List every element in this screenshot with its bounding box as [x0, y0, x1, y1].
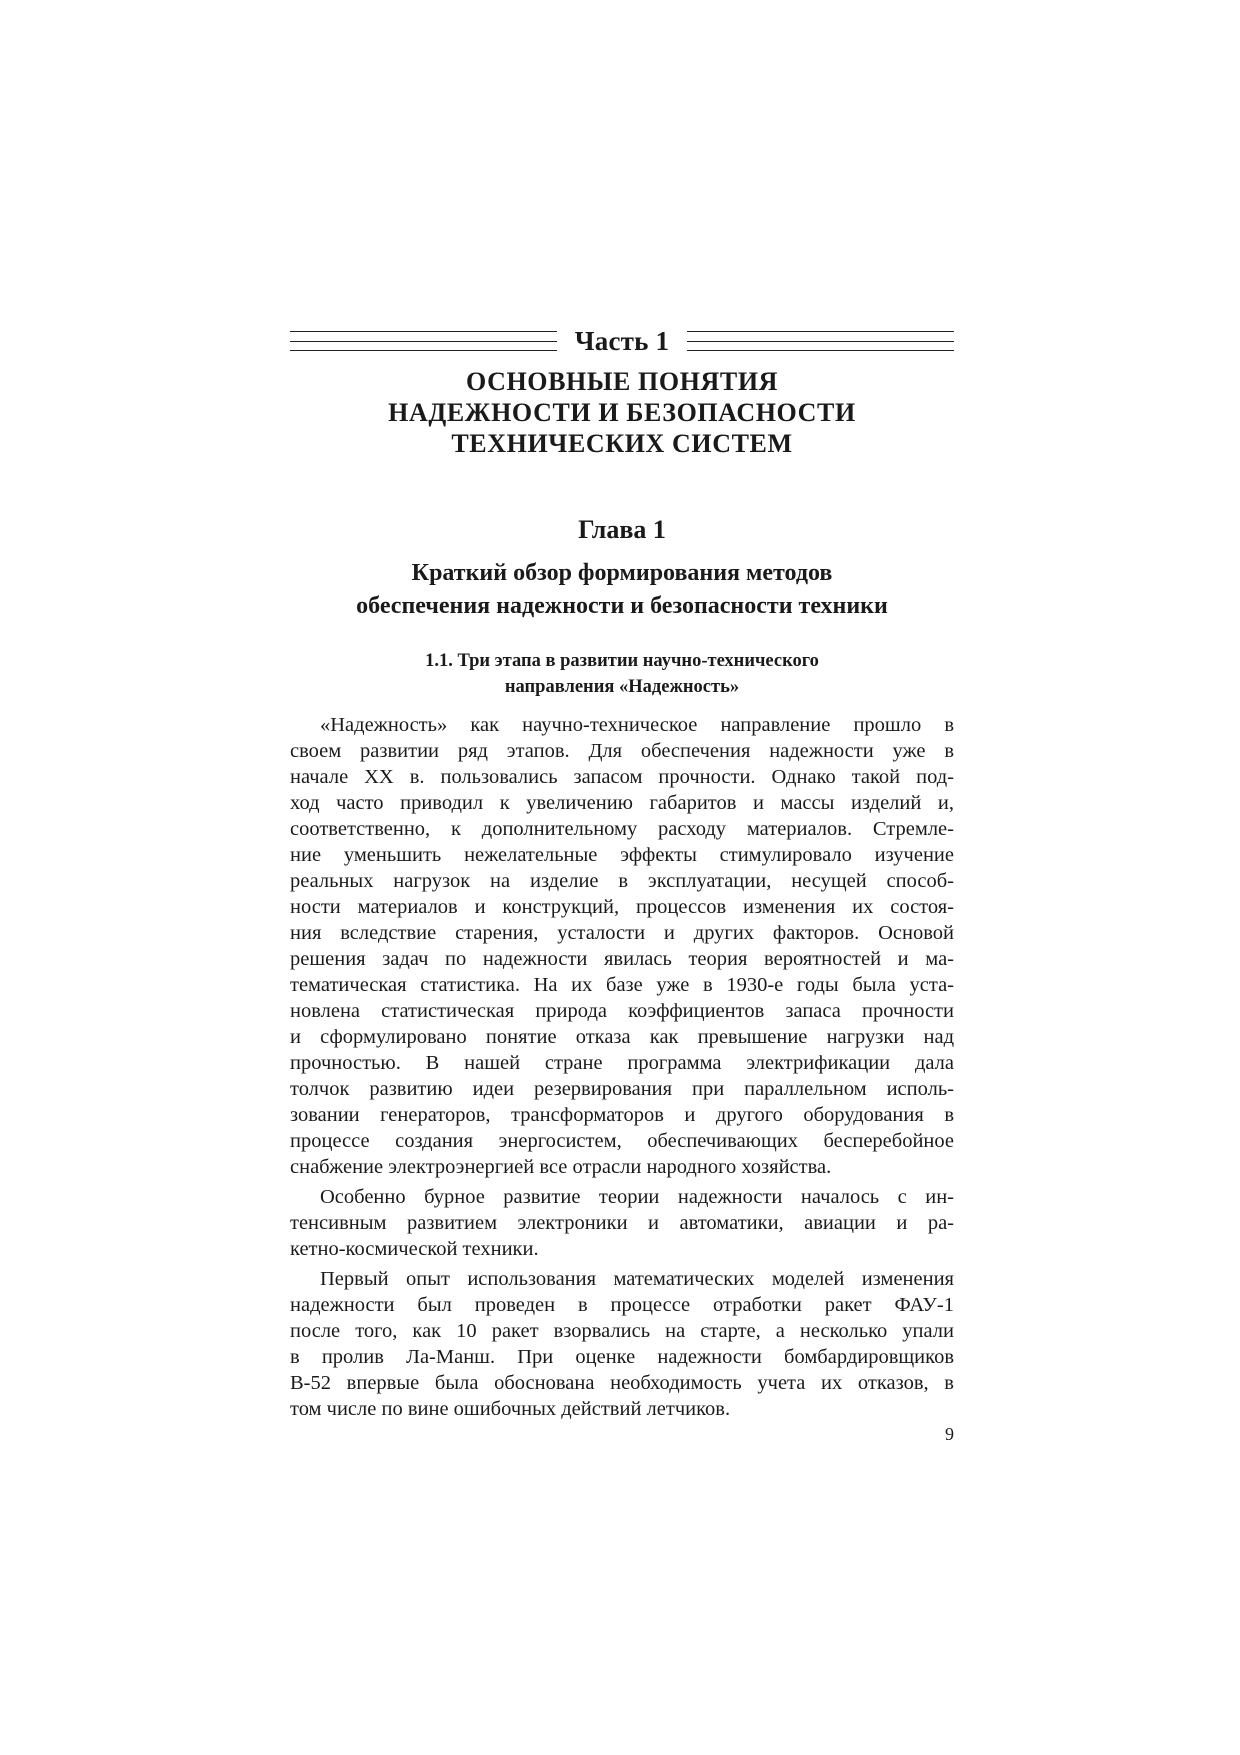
chapter-label: Глава 1: [578, 515, 666, 544]
paragraph-line: зовании генераторов, трансформаторов и другого оборудования в: [290, 1104, 954, 1126]
paragraph-line: в пролив Ла-Манш. При оценке надежности бомбардировщиков: [290, 1346, 954, 1368]
paragraph-line: прочностью. В нашей стране программа электрификации дала: [290, 1052, 954, 1074]
body-text: [290, 712, 954, 1422]
paragraph-line: тематическая статистика. На их базе уже в 1930-е годы была уста-: [290, 974, 954, 996]
section-title: [290, 648, 954, 700]
paragraph: [290, 1266, 954, 1422]
paragraph-line: решения задач по надежности явилась теория вероятностей и ма-: [290, 948, 954, 970]
paragraph-line: толчок развитию идеи резервирования при параллельном исполь-: [290, 1078, 954, 1100]
paragraph-line: ния вследствие старения, усталости и других факторов. Основой: [290, 922, 954, 944]
section-title-line: направления «Надежность»: [504, 677, 740, 697]
paragraph-line: «Надежность» как научно-техническое направление прошло в: [320, 714, 954, 736]
section-title-line: 1.1. Три этапа в развитии научно-технического: [425, 651, 819, 671]
paragraph-line: Первый опыт использования математических моделей изменения: [320, 1268, 954, 1290]
part-title-line: НАДЕЖНОСТИ И БЕЗОПАСНОСТИ: [388, 398, 856, 427]
part-heading: [290, 325, 954, 357]
part-label: Часть 1: [574, 326, 670, 356]
part-rule-right: [687, 331, 954, 351]
paragraph-line: своем развитии ряд этапов. Для обеспечения надежности уже в: [290, 740, 954, 762]
chapter-title-line: обеспечения надежности и безопасности техники: [356, 593, 888, 619]
paragraph: [290, 1184, 954, 1262]
paragraph-line: соответственно, к дополнительному расходу материалов. Стремле-: [290, 818, 954, 840]
paragraph-line: том числе по вине ошибочных действий летчиков.: [290, 1398, 731, 1420]
paragraph-line: начале XX в. пользовались запасом прочности. Однако такой под-: [290, 766, 954, 788]
chapter-title: [290, 557, 954, 623]
paragraph-line: после того, как 10 ракет взорвались на старте, а несколько упали: [290, 1320, 954, 1342]
page-number: 9: [945, 1424, 954, 1444]
chapter-title-line: Краткий обзор формирования методов: [411, 560, 833, 586]
paragraph-line: тенсивным развитием электроники и автоматики, авиации и ра-: [290, 1212, 954, 1234]
paragraph-line: ние уменьшить нежелательные эффекты стимулировало изучение: [290, 844, 954, 866]
paragraph-line: Особенно бурное развитие теории надежности началось с ин-: [320, 1186, 954, 1208]
paragraph-line: надежности был проведен в процессе отработки ракет ФАУ-1: [290, 1294, 954, 1316]
paragraph-line: реальных нагрузок на изделие в эксплуатации, несущей способ-: [290, 870, 954, 892]
part-rule-left: [290, 331, 557, 351]
paragraph-line: и сформулировано понятие отказа как превышение нагрузки над: [290, 1026, 954, 1048]
paragraph-line: кетно-космической техники.: [290, 1238, 539, 1260]
paragraph-line: ности материалов и конструкций, процессов изменения их состоя-: [290, 896, 954, 918]
paragraph-line: В-52 впервые была обоснована необходимость учета их отказов, в: [290, 1372, 954, 1394]
part-title-line: ОСНОВНЫЕ ПОНЯТИЯ: [465, 367, 779, 396]
paragraph-line: снабжение электроэнергией все отрасли народного хозяйства.: [290, 1156, 832, 1178]
paragraph-line: новлена статистическая природа коэффициентов запаса прочности: [290, 1000, 954, 1022]
part-title: [290, 366, 954, 459]
paragraph-line: процессе создания энергосистем, обеспечивающих бесперебойное: [290, 1130, 954, 1152]
paragraph-line: ход часто приводил к увеличению габаритов и массы изделий и,: [290, 792, 954, 814]
part-title-line: ТЕХНИЧЕСКИХ СИСТЕМ: [451, 429, 793, 458]
paragraph: [290, 712, 954, 1180]
